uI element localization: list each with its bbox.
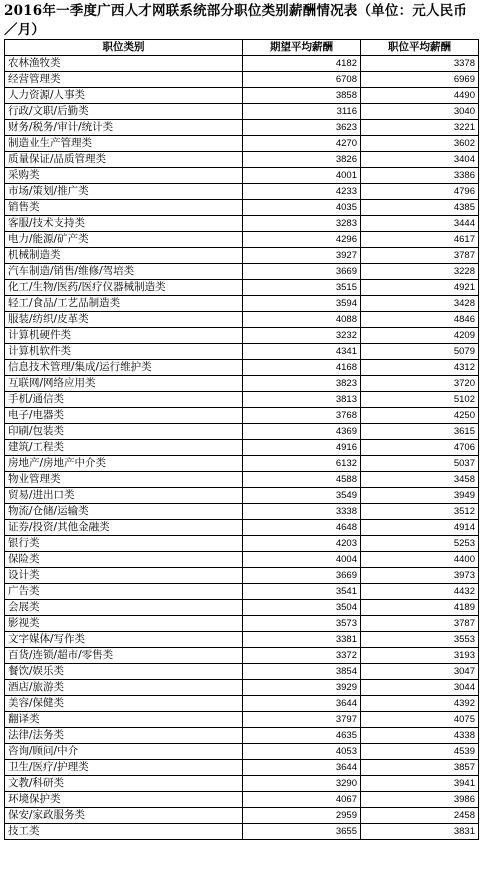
cell-job-category: 财务/税务/审计/统计类 <box>5 120 243 136</box>
table-row <box>5 392 479 408</box>
table-row <box>5 296 479 312</box>
cell-job-category: 人力资源/人事类 <box>5 88 243 104</box>
table-row <box>5 776 479 792</box>
cell-expected-salary: 3283 <box>243 216 361 232</box>
cell-job-category: 会展类 <box>5 600 243 616</box>
cell-position-salary: 4075 <box>361 712 479 728</box>
cell-job-category: 技工类 <box>5 824 243 840</box>
cell-expected-salary: 4916 <box>243 440 361 456</box>
cell-expected-salary: 3232 <box>243 328 361 344</box>
cell-expected-salary: 3929 <box>243 680 361 696</box>
table-row <box>5 344 479 360</box>
cell-job-category: 汽车制造/销售/维修/驾培类 <box>5 264 243 280</box>
cell-position-salary: 3941 <box>361 776 479 792</box>
table-row <box>5 472 479 488</box>
cell-expected-salary: 3669 <box>243 568 361 584</box>
table-row <box>5 88 479 104</box>
cell-position-salary: 3221 <box>361 120 479 136</box>
table-row <box>5 648 479 664</box>
cell-job-category: 环境保护类 <box>5 792 243 808</box>
table-row <box>5 568 479 584</box>
table-row <box>5 792 479 808</box>
cell-job-category: 文教/科研类 <box>5 776 243 792</box>
table-row <box>5 280 479 296</box>
header-job-category: 职位类别 <box>5 40 243 56</box>
cell-position-salary: 3428 <box>361 296 479 312</box>
cell-expected-salary: 3797 <box>243 712 361 728</box>
table-row <box>5 200 479 216</box>
cell-job-category: 房地产/房地产中介类 <box>5 456 243 472</box>
cell-job-category: 卫生/医疗/护理类 <box>5 760 243 776</box>
cell-expected-salary: 3290 <box>243 776 361 792</box>
cell-expected-salary: 3927 <box>243 248 361 264</box>
header-position-salary: 职位平均薪酬 <box>361 40 479 56</box>
cell-job-category: 美容/保健类 <box>5 696 243 712</box>
table-row <box>5 488 479 504</box>
cell-position-salary: 6969 <box>361 72 479 88</box>
table-row <box>5 520 479 536</box>
cell-job-category: 轻工/食品/工艺品制造类 <box>5 296 243 312</box>
cell-expected-salary: 4635 <box>243 728 361 744</box>
cell-job-category: 机械制造类 <box>5 248 243 264</box>
cell-job-category: 质量保证/品质管理类 <box>5 152 243 168</box>
cell-expected-salary: 3644 <box>243 696 361 712</box>
cell-job-category: 制造业生产管理类 <box>5 136 243 152</box>
cell-job-category: 经营管理类 <box>5 72 243 88</box>
cell-expected-salary: 3381 <box>243 632 361 648</box>
cell-position-salary: 4312 <box>361 360 479 376</box>
cell-job-category: 建筑/工程类 <box>5 440 243 456</box>
table-row <box>5 328 479 344</box>
cell-expected-salary: 2959 <box>243 808 361 824</box>
table-row <box>5 824 479 840</box>
cell-position-salary: 3047 <box>361 664 479 680</box>
cell-job-category: 贸易/进出口类 <box>5 488 243 504</box>
cell-expected-salary: 4203 <box>243 536 361 552</box>
cell-position-salary: 5079 <box>361 344 479 360</box>
table-row <box>5 744 479 760</box>
cell-expected-salary: 3854 <box>243 664 361 680</box>
cell-job-category: 行政/文职/后勤类 <box>5 104 243 120</box>
cell-position-salary: 3228 <box>361 264 479 280</box>
cell-expected-salary: 3644 <box>243 760 361 776</box>
cell-expected-salary: 3669 <box>243 264 361 280</box>
table-row <box>5 216 479 232</box>
cell-job-category: 手机/通信类 <box>5 392 243 408</box>
cell-expected-salary: 4369 <box>243 424 361 440</box>
cell-job-category: 保险类 <box>5 552 243 568</box>
cell-position-salary: 3386 <box>361 168 479 184</box>
cell-position-salary: 2458 <box>361 808 479 824</box>
cell-job-category: 化工/生物/医药/医疗仪器械制造类 <box>5 280 243 296</box>
cell-job-category: 银行类 <box>5 536 243 552</box>
cell-position-salary: 4338 <box>361 728 479 744</box>
table-row <box>5 152 479 168</box>
table-row <box>5 584 479 600</box>
table-row <box>5 456 479 472</box>
table-row <box>5 424 479 440</box>
cell-position-salary: 3949 <box>361 488 479 504</box>
cell-position-salary: 3720 <box>361 376 479 392</box>
cell-expected-salary: 3541 <box>243 584 361 600</box>
cell-expected-salary: 4067 <box>243 792 361 808</box>
cell-position-salary: 4490 <box>361 88 479 104</box>
table-row <box>5 72 479 88</box>
cell-job-category: 咨询/顾问/中介 <box>5 744 243 760</box>
cell-position-salary: 4617 <box>361 232 479 248</box>
cell-position-salary: 3378 <box>361 56 479 72</box>
table-row <box>5 760 479 776</box>
table-row <box>5 728 479 744</box>
cell-position-salary: 4921 <box>361 280 479 296</box>
cell-job-category: 印刷/包装类 <box>5 424 243 440</box>
cell-job-category: 百货/连锁/超市/零售类 <box>5 648 243 664</box>
cell-position-salary: 4846 <box>361 312 479 328</box>
table-row <box>5 264 479 280</box>
cell-position-salary: 5253 <box>361 536 479 552</box>
cell-position-salary: 4385 <box>361 200 479 216</box>
cell-position-salary: 4432 <box>361 584 479 600</box>
cell-job-category: 广告类 <box>5 584 243 600</box>
cell-expected-salary: 4035 <box>243 200 361 216</box>
cell-job-category: 文字媒体/写作类 <box>5 632 243 648</box>
cell-position-salary: 4914 <box>361 520 479 536</box>
table-row <box>5 248 479 264</box>
table-row <box>5 664 479 680</box>
cell-expected-salary: 3116 <box>243 104 361 120</box>
cell-position-salary: 4400 <box>361 552 479 568</box>
cell-expected-salary: 6708 <box>243 72 361 88</box>
cell-expected-salary: 4053 <box>243 744 361 760</box>
cell-position-salary: 3787 <box>361 248 479 264</box>
cell-expected-salary: 4001 <box>243 168 361 184</box>
cell-expected-salary: 3623 <box>243 120 361 136</box>
cell-expected-salary: 3549 <box>243 488 361 504</box>
cell-expected-salary: 3504 <box>243 600 361 616</box>
table-row <box>5 536 479 552</box>
cell-job-category: 计算机软件类 <box>5 344 243 360</box>
table-row <box>5 312 479 328</box>
cell-position-salary: 3404 <box>361 152 479 168</box>
cell-job-category: 采购类 <box>5 168 243 184</box>
cell-position-salary: 3602 <box>361 136 479 152</box>
cell-expected-salary: 4270 <box>243 136 361 152</box>
cell-expected-salary: 4182 <box>243 56 361 72</box>
cell-position-salary: 4539 <box>361 744 479 760</box>
cell-expected-salary: 3858 <box>243 88 361 104</box>
cell-job-category: 物流/仓储/运输类 <box>5 504 243 520</box>
table-row <box>5 360 479 376</box>
cell-position-salary: 3615 <box>361 424 479 440</box>
cell-expected-salary: 3372 <box>243 648 361 664</box>
cell-expected-salary: 3768 <box>243 408 361 424</box>
table-row <box>5 696 479 712</box>
cell-expected-salary: 3338 <box>243 504 361 520</box>
cell-expected-salary: 3655 <box>243 824 361 840</box>
cell-expected-salary: 4168 <box>243 360 361 376</box>
cell-job-category: 证券/投资/其他金融类 <box>5 520 243 536</box>
table-row <box>5 168 479 184</box>
cell-position-salary: 3193 <box>361 648 479 664</box>
cell-position-salary: 5037 <box>361 456 479 472</box>
table-row <box>5 104 479 120</box>
cell-job-category: 电力/能源/矿产类 <box>5 232 243 248</box>
cell-expected-salary: 6132 <box>243 456 361 472</box>
cell-position-salary: 3444 <box>361 216 479 232</box>
cell-expected-salary: 3823 <box>243 376 361 392</box>
cell-expected-salary: 3813 <box>243 392 361 408</box>
table-row <box>5 632 479 648</box>
table-row <box>5 56 479 72</box>
cell-expected-salary: 4341 <box>243 344 361 360</box>
cell-job-category: 信息技术管理/集成/运行维护类 <box>5 360 243 376</box>
table-title: 2016年一季度广西人才网联系统部分职位类别薪酬情况表（单位：元人民币／月） <box>4 3 468 38</box>
cell-job-category: 酒店/旅游类 <box>5 680 243 696</box>
cell-job-category: 客服/技术支持类 <box>5 216 243 232</box>
cell-expected-salary: 3573 <box>243 616 361 632</box>
cell-job-category: 保安/家政服务类 <box>5 808 243 824</box>
cell-job-category: 餐饮/娱乐类 <box>5 664 243 680</box>
cell-position-salary: 5102 <box>361 392 479 408</box>
table-row <box>5 376 479 392</box>
cell-position-salary: 4392 <box>361 696 479 712</box>
cell-job-category: 市场/策划/推广类 <box>5 184 243 200</box>
cell-position-salary: 3986 <box>361 792 479 808</box>
salary-table <box>4 39 479 840</box>
cell-position-salary: 3553 <box>361 632 479 648</box>
cell-expected-salary: 4588 <box>243 472 361 488</box>
cell-position-salary: 3044 <box>361 680 479 696</box>
cell-position-salary: 3857 <box>361 760 479 776</box>
table-row <box>5 408 479 424</box>
header-expected-salary: 期望平均薪酬 <box>243 40 361 56</box>
table-row <box>5 504 479 520</box>
cell-position-salary: 4209 <box>361 328 479 344</box>
cell-position-salary: 3512 <box>361 504 479 520</box>
cell-position-salary: 3458 <box>361 472 479 488</box>
table-row <box>5 552 479 568</box>
table-row <box>5 616 479 632</box>
table-row <box>5 184 479 200</box>
cell-job-category: 计算机硬件类 <box>5 328 243 344</box>
table-row <box>5 232 479 248</box>
table-row <box>5 120 479 136</box>
cell-position-salary: 3040 <box>361 104 479 120</box>
table-row <box>5 712 479 728</box>
cell-expected-salary: 4296 <box>243 232 361 248</box>
cell-position-salary: 3973 <box>361 568 479 584</box>
table-row <box>5 600 479 616</box>
table-row <box>5 136 479 152</box>
cell-job-category: 物业管理类 <box>5 472 243 488</box>
table-body <box>5 56 479 840</box>
cell-expected-salary: 4233 <box>243 184 361 200</box>
cell-position-salary: 3787 <box>361 616 479 632</box>
cell-job-category: 影视类 <box>5 616 243 632</box>
cell-position-salary: 4706 <box>361 440 479 456</box>
table-row <box>5 808 479 824</box>
cell-expected-salary: 3826 <box>243 152 361 168</box>
cell-expected-salary: 4004 <box>243 552 361 568</box>
cell-job-category: 法律/法务类 <box>5 728 243 744</box>
cell-position-salary: 4250 <box>361 408 479 424</box>
cell-position-salary: 4189 <box>361 600 479 616</box>
cell-expected-salary: 4088 <box>243 312 361 328</box>
cell-job-category: 电子/电器类 <box>5 408 243 424</box>
table-row <box>5 440 479 456</box>
cell-job-category: 互联网/网络应用类 <box>5 376 243 392</box>
header-row <box>5 40 479 56</box>
cell-job-category: 服装/纺织/皮革类 <box>5 312 243 328</box>
cell-job-category: 销售类 <box>5 200 243 216</box>
cell-job-category: 农林渔牧类 <box>5 56 243 72</box>
cell-job-category: 设计类 <box>5 568 243 584</box>
cell-position-salary: 3831 <box>361 824 479 840</box>
table-row <box>5 680 479 696</box>
cell-expected-salary: 4648 <box>243 520 361 536</box>
cell-position-salary: 4796 <box>361 184 479 200</box>
cell-expected-salary: 3515 <box>243 280 361 296</box>
cell-job-category: 翻译类 <box>5 712 243 728</box>
cell-expected-salary: 3594 <box>243 296 361 312</box>
